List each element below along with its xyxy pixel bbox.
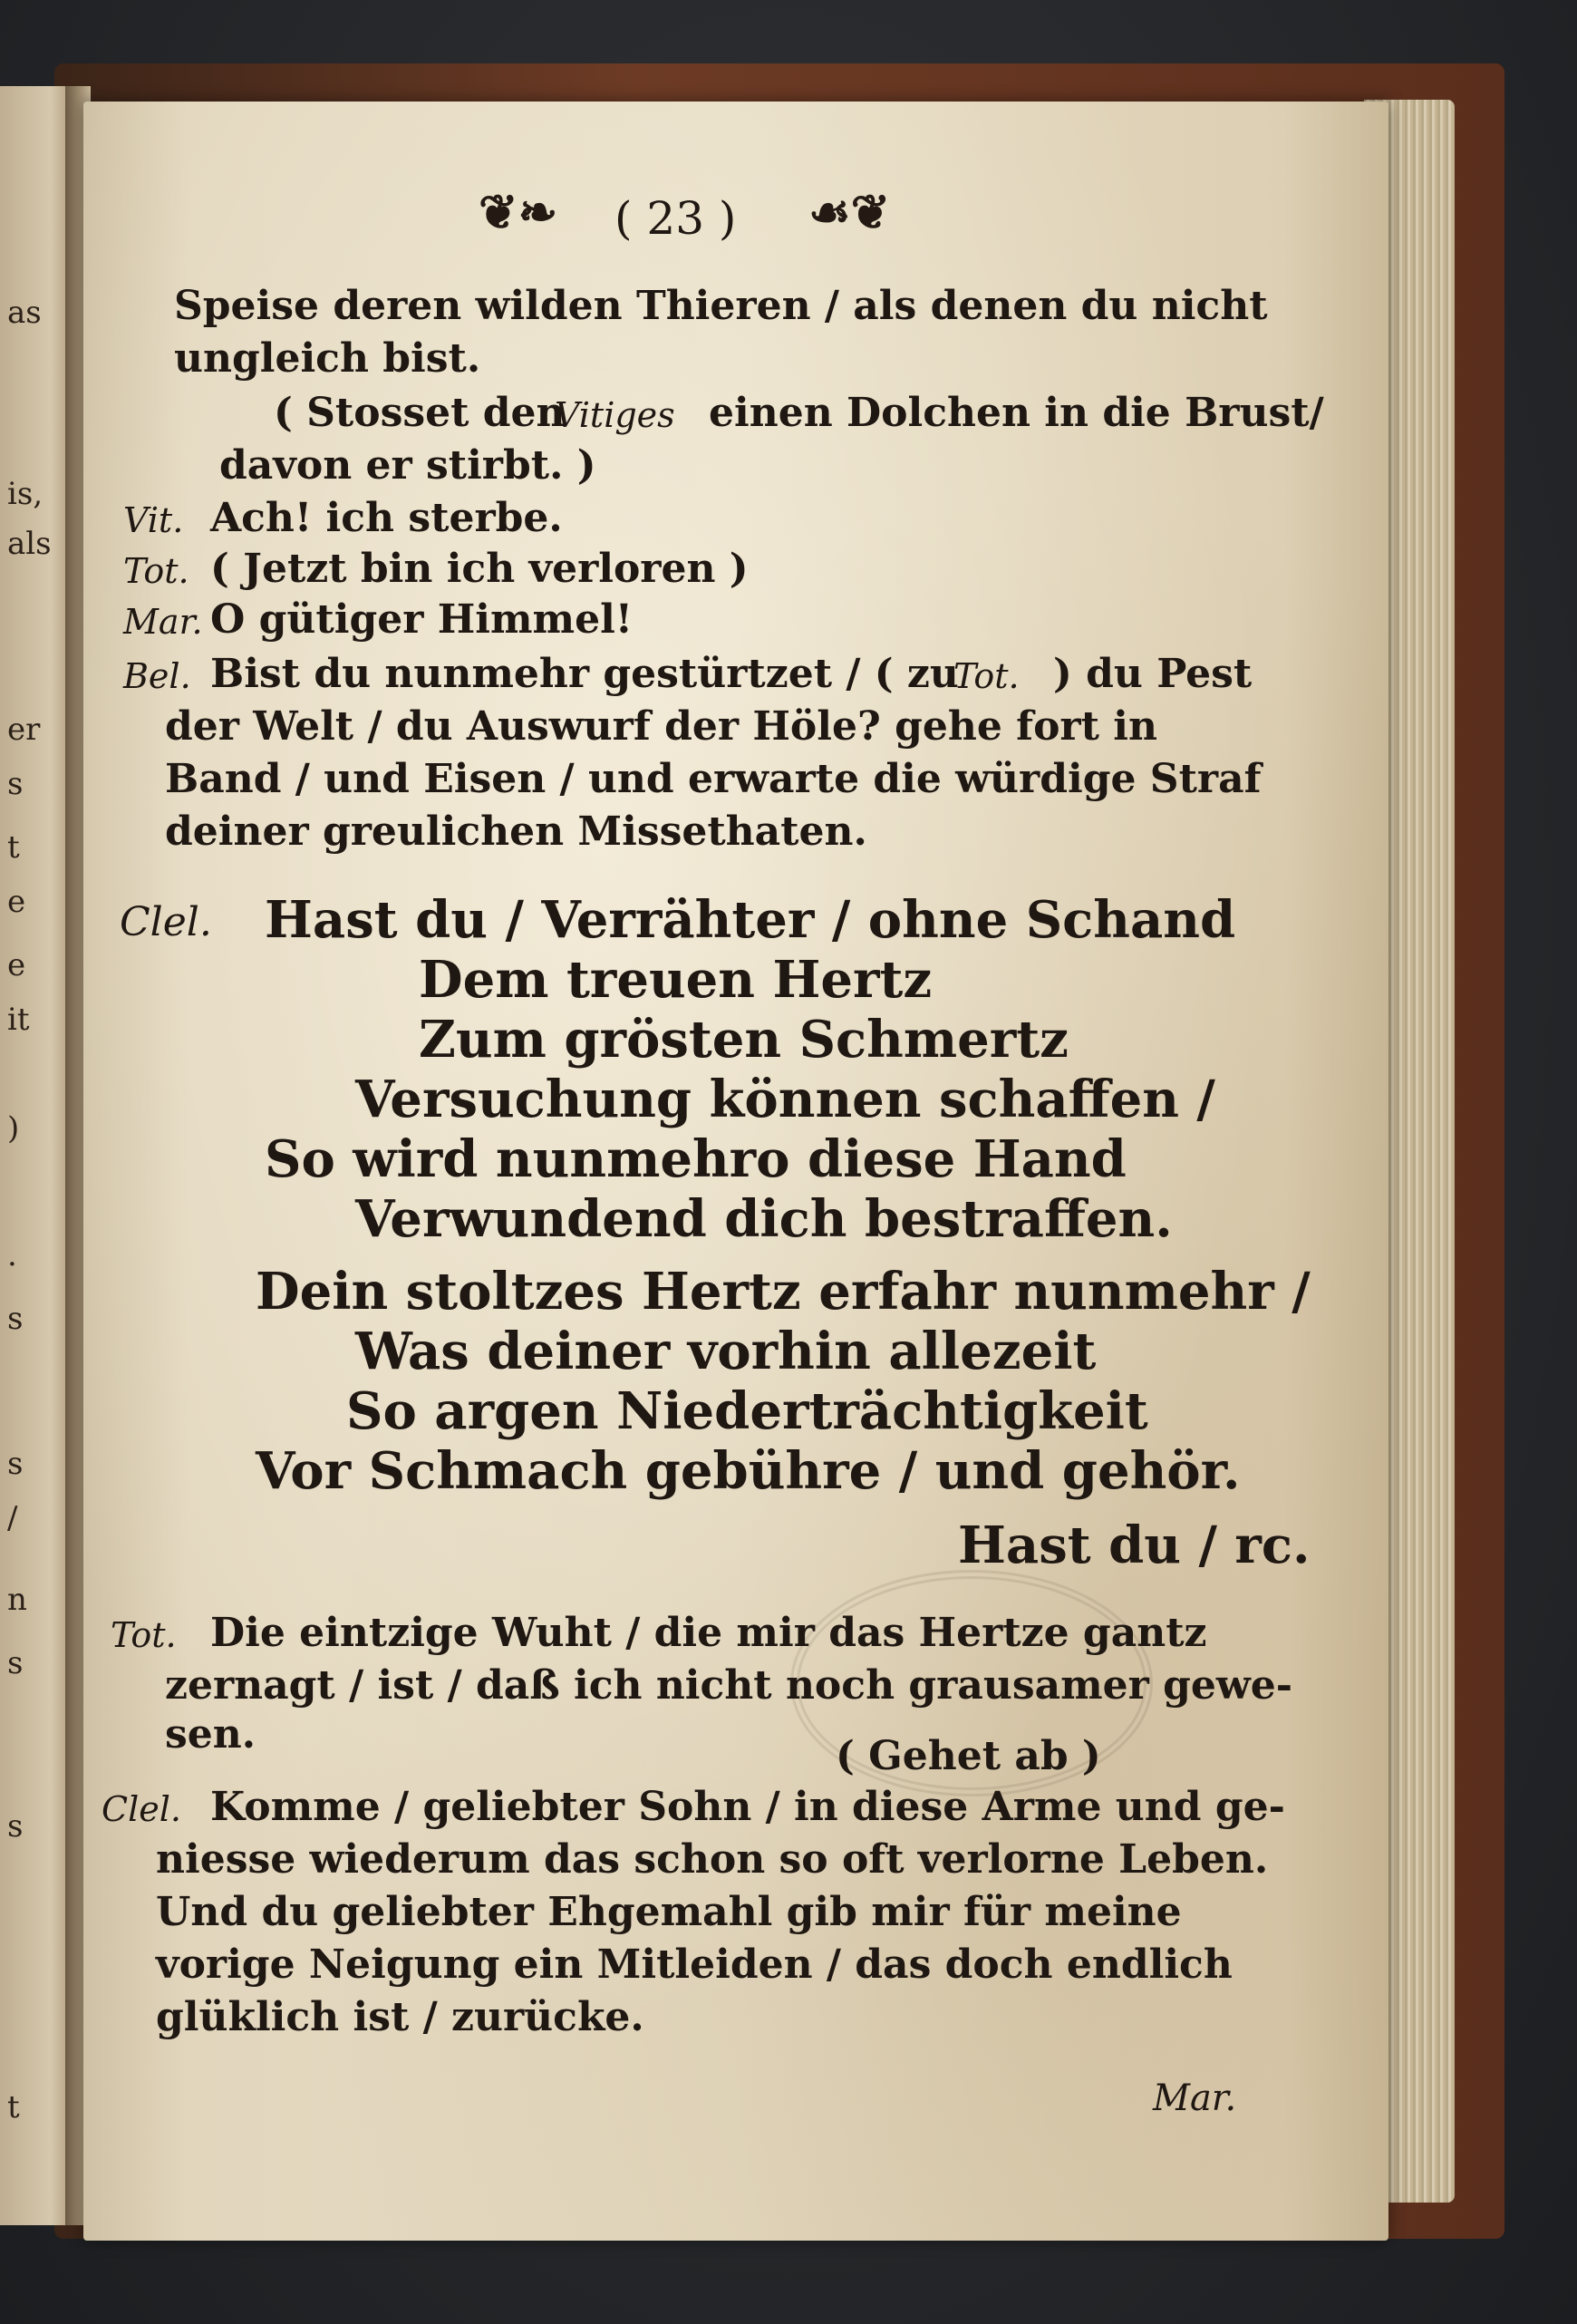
speaker-label: Tot.	[123, 551, 189, 591]
dialogue-text: zernagt / ist / daß ich nicht noch grausamer gewe-	[165, 1662, 1293, 1709]
left-fragment: er	[7, 712, 41, 748]
speaker-label: Vit.	[123, 500, 184, 540]
left-fragment: )	[7, 1110, 20, 1147]
stage-direction: ( Gehet ab )	[836, 1733, 1101, 1779]
catchword: Mar.	[1153, 2077, 1237, 2119]
text-line: Speise deren wilden Thieren / als denen du nicht	[174, 283, 1268, 329]
dialogue-text: vorige Neigung ein Mitleiden / das doch endlich	[156, 1942, 1233, 1988]
dialogue-text: ) du Pest	[1053, 651, 1253, 697]
dialogue-text: deiner greulichen Missethaten.	[165, 809, 867, 855]
left-page-edge	[0, 86, 73, 2225]
dialogue-text: ( Jetzt bin ich verloren )	[210, 546, 749, 592]
stage-direction: einen Dolchen in die Brust/	[709, 390, 1324, 436]
left-fragment: s	[7, 766, 24, 802]
left-fragment: s	[7, 1645, 24, 1681]
text-line: ungleich bist.	[174, 335, 481, 382]
aria-line: Verwundend dich bestraffen.	[355, 1189, 1173, 1249]
aria-line: So wird nunmehro diese Hand	[265, 1129, 1127, 1189]
left-fragment: e	[7, 884, 26, 920]
dialogue-text: glüklich ist / zurücke.	[156, 1994, 644, 2040]
aria-speaker: Clel.	[120, 899, 212, 945]
dialogue-text: der Welt / du Auswurf der Höle? gehe fort in	[165, 703, 1157, 750]
aria-line: Dem treuen Hertz	[419, 950, 933, 1010]
dialogue-text: Und du geliebter Ehgemahl gib mir für meine	[156, 1889, 1182, 1935]
left-fragment: t	[7, 2089, 20, 2125]
dialogue-text: sen.	[165, 1711, 256, 1758]
header-ornament-left: ❦❧	[479, 185, 558, 240]
inline-speaker: Tot.	[953, 656, 1020, 696]
left-fragment: s	[7, 1301, 24, 1337]
aria-line: Versuchung können schaffen /	[355, 1070, 1215, 1129]
stage-direction: ( Stosset den	[274, 390, 566, 436]
dialogue-text: Bist du nunmehr gestürtzet / ( zu	[210, 651, 959, 697]
aria-line: Zum grösten Schmertz	[419, 1010, 1069, 1070]
dialogue-text: Die eintzige Wuht / die mir das Hertze gantz	[210, 1610, 1207, 1656]
stage-name: Vitiges	[555, 395, 675, 435]
dialogue-text: niesse wiederum das schon so oft verlorne Leben.	[156, 1836, 1269, 1883]
speaker-label: Tot.	[111, 1615, 177, 1655]
book-page	[83, 102, 1388, 2241]
left-fragment: s	[7, 1446, 24, 1482]
left-fragment: t	[7, 829, 20, 866]
left-fragment: .	[7, 1237, 17, 1273]
aria-line: Vor Schmach gebühre / und gehör.	[256, 1441, 1241, 1501]
left-fragment: n	[7, 1582, 27, 1618]
dialogue-text: Ach! ich sterbe.	[210, 495, 563, 541]
left-fragment: /	[7, 1500, 18, 1536]
aria-line: Was deiner vorhin allezeit	[355, 1322, 1097, 1381]
aria-line: Dein stoltzes Hertz erfahr nunmehr /	[256, 1262, 1311, 1322]
dialogue-text: Band / und Eisen / und erwarte die würdige Straf	[165, 756, 1262, 802]
da-capo: Hast du / rc.	[958, 1515, 1311, 1575]
left-fragment: e	[7, 947, 26, 983]
left-fragment: als	[7, 526, 52, 562]
aria-line: So argen Niederträchtigkeit	[346, 1381, 1148, 1441]
speaker-label: Mar.	[123, 602, 203, 642]
header-ornament-right: ☙❦	[808, 185, 891, 240]
page-number: ( 23 )	[614, 192, 737, 245]
stage-direction: davon er stirbt. )	[219, 442, 596, 489]
aria-line: Hast du / Verrähter / ohne Schand	[265, 890, 1236, 950]
dialogue-text: O gütiger Himmel!	[210, 596, 634, 643]
speaker-label: Bel.	[123, 656, 191, 696]
left-fragment: as	[7, 295, 42, 331]
left-fragment: it	[7, 1002, 30, 1038]
left-fragment: s	[7, 1808, 24, 1845]
left-fragment: is,	[7, 476, 44, 512]
speaker-label: Clel.	[102, 1789, 181, 1829]
dialogue-text: Komme / geliebter Sohn / in diese Arme und ge-	[210, 1784, 1285, 1830]
